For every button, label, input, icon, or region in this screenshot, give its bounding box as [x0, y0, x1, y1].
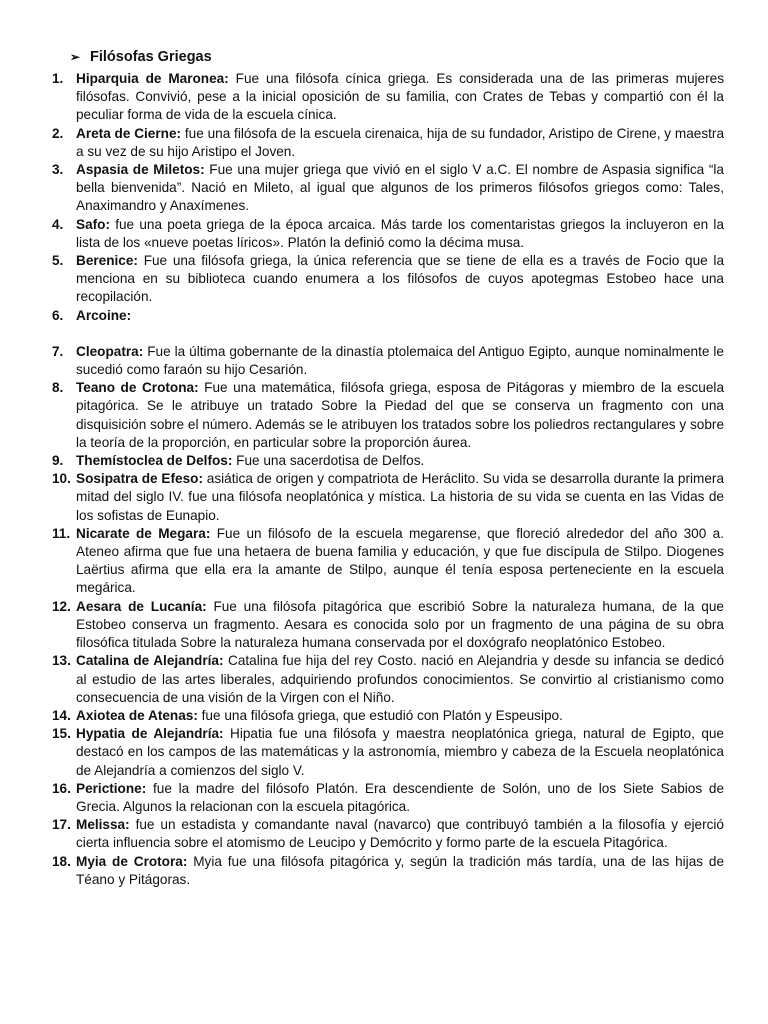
item-name: Melissa:: [76, 817, 130, 833]
philosophers-list: [52, 70, 724, 889]
item-name: Safo:: [76, 216, 110, 232]
item-name: Sosipatra de Efeso:: [76, 471, 203, 487]
item-number: 11.: [52, 525, 71, 541]
item-number: 12.: [52, 598, 71, 614]
item-name: Hypatia de Alejandría:: [76, 726, 224, 742]
item-number: 18.: [52, 853, 71, 869]
list-item: [52, 379, 724, 452]
item-name: Hiparquia de Maronea:: [76, 71, 229, 86]
item-name: Themístoclea de Delfos:: [76, 453, 233, 469]
item-number: 8.: [52, 380, 64, 396]
item-name: Berenice:: [76, 253, 138, 269]
list-item: [52, 216, 724, 252]
list-item: [52, 452, 724, 470]
item-text: asiática de origen y compatriota de Heráclito. Su vida se desarrolla durante la primera mitad del siglo IV. fue una filósofa neoplatónica y mística. La historia de su vida se cuenta en las Vidas de los sofistas de Eunapio.: [76, 471, 725, 523]
item-text: Fue una filósofa griega, la única referencia que se tiene de ella es a través de Focio que la menciona en su biblioteca cuando enumera a los filósofos de cuyos apotegmas Estobeo hace una recopilación.: [76, 253, 725, 305]
item-text: Hipatia fue una filósofa y maestra neoplatónica griega, natural de Egipto, que destacó en los campos de las matemáticas y la astronomía, miembro y cabeza de la Escuela neoplatónica de Alejandría a comienzos del siglo V.: [76, 726, 724, 778]
arrow-bullet-icon: ➢: [70, 50, 81, 64]
item-name: Cleopatra:: [76, 343, 144, 359]
item-number: 7.: [52, 343, 64, 359]
item-text: fue una poeta griega de la época arcaica. Más tarde los comentaristas griegos la incluyeron en la lista de los «nueve poetas líricos». Platón la definió como la décima musa.: [76, 216, 724, 250]
item-name: Perictione:: [76, 780, 147, 796]
item-text: Fue un filósofo de la escuela megarense, que floreció alrededor del año 300 a. Ateneo afirma que fue una hetaera de buena familia y educación, y que fue discípula de Stilpo. Diogenes Laërtius afirma que ella era la amante de Stilpo, aunque él tenía esposa perteneciente en la escuela megárica.: [76, 525, 724, 596]
item-text: fue un estadista y comandante naval (navarco) que contribuyó también a la filosofía y ejerció cierta influencia sobre el atomismo de Leucipo y Demócrito y formo parte de la escuela Pitagórica.: [76, 817, 724, 851]
item-number: 9.: [52, 453, 64, 469]
item-text: Fue una matemática, filósofa griega, esposa de Pitágoras y miembro de la escuela pitagórica. Se le atribuye un tratado Sobre la Piedad del que se conserva un fragmento con una disquisición sobre el número. Además se le atribuyen los tratados sobre los poliedros rectangulares y sobre la teoría de la proporción, en particular sobre la proporción áurea.: [76, 380, 725, 450]
item-number: 4.: [52, 216, 64, 232]
item-name: Axiotea de Atenas:: [76, 707, 198, 723]
item-text: Myia fue una filósofa pitagórica y, según la tradición más tardía, una de las hijas de Téano y Pitágoras.: [76, 853, 725, 887]
item-number: 16.: [52, 780, 71, 796]
item-number: 13.: [52, 653, 71, 669]
list-item: [52, 125, 724, 161]
list-item: [52, 853, 724, 889]
item-text: fue la madre del filósofo Platón. Era descendiente de Solón, uno de los Siete Sabios de Grecia. Algunos la relacionan con la escuela pitagórica.: [76, 780, 724, 814]
item-number: 3.: [52, 162, 64, 178]
item-number: 15.: [52, 726, 71, 742]
item-name: Myia de Crotora:: [76, 853, 188, 869]
list-item: [52, 780, 724, 816]
list-item: [52, 652, 724, 707]
list-item: [52, 707, 724, 725]
item-text: Fue una mujer griega que vivió en el siglo V a.C. El nombre de Aspasia significa “la bella bienvenida”. Nació en Mileto, al igual que algunos de los primeros filósofos griegos como: Tales, Anaximandro y Anaxímenes.: [76, 162, 724, 214]
section-heading: [70, 48, 212, 67]
item-name: Aspasia de Miletos:: [76, 162, 205, 178]
list-item: [52, 525, 724, 598]
item-number: 6.: [52, 307, 64, 323]
item-name: Catalina de Alejandría:: [76, 653, 224, 669]
list-item: [52, 598, 724, 653]
list-item: [52, 470, 724, 525]
item-number: 10.: [52, 471, 71, 487]
item-text: fue una filósofa de la escuela cirenaica, hija de su fundador, Aristipo de Cirene, y maestra a su vez de su hijo Aristipo el Joven.: [76, 125, 724, 159]
item-text: Catalina fue hija del rey Costo. nació en Alejandria y desde su infancia se dedicó al estudio de las artes liberales, adquiriendo profundos conocimientos. Se convirtio al cristianismo como consecuencia de una visión de la Virgen con el Niño.: [76, 653, 725, 705]
item-name: Nicarate de Megara:: [76, 525, 211, 541]
section-title: Filósofas Griegas: [90, 49, 212, 65]
list-item: [52, 252, 724, 307]
list-item: [52, 816, 724, 852]
item-name: Aesara de Lucanía:: [76, 598, 207, 614]
item-text: fue una filósofa griega, que estudió con Platón y Espeusipo.: [201, 707, 563, 723]
item-text: Fue una sacerdotisa de Delfos.: [236, 453, 425, 469]
item-number: 14.: [52, 707, 71, 723]
list-item: [52, 70, 724, 125]
list-item: [52, 307, 724, 325]
list-item: [52, 343, 724, 379]
item-text: Fue una filósofa pitagórica que escribió Sobre la naturaleza humana, de la que Estobeo conserva un fragmento. Aesara es conocida solo por un fragmento de una página de su obra filosófica titulada Sobre la naturaleza humana conservada por el doxógrafo neoplatónico Estobeo.: [76, 598, 724, 651]
item-number: 17.: [52, 817, 71, 833]
item-number: 2.: [52, 125, 64, 141]
item-name: Teano de Crotona:: [76, 380, 199, 396]
item-number: 5.: [52, 253, 64, 269]
list-item: [52, 725, 724, 780]
item-name: Arcoine:: [76, 307, 132, 323]
item-name: Areta de Cierne:: [76, 125, 182, 141]
item-text: Fue una filósofa cínica griega. Es considerada una de las primeras mujeres filósofas. Convivió, pese a la inicial oposición de su familia, con Crates de Tebas y compartió con él la peculiar forma de vida de la escuela cínica.: [76, 71, 724, 123]
item-text: Fue la última gobernante de la dinastía ptolemaica del Antiguo Egipto, aunque nominalmente le sucedió como faraón su hijo Cesarión.: [76, 343, 724, 378]
list-item: [52, 161, 724, 216]
item-number: 1.: [52, 71, 64, 86]
